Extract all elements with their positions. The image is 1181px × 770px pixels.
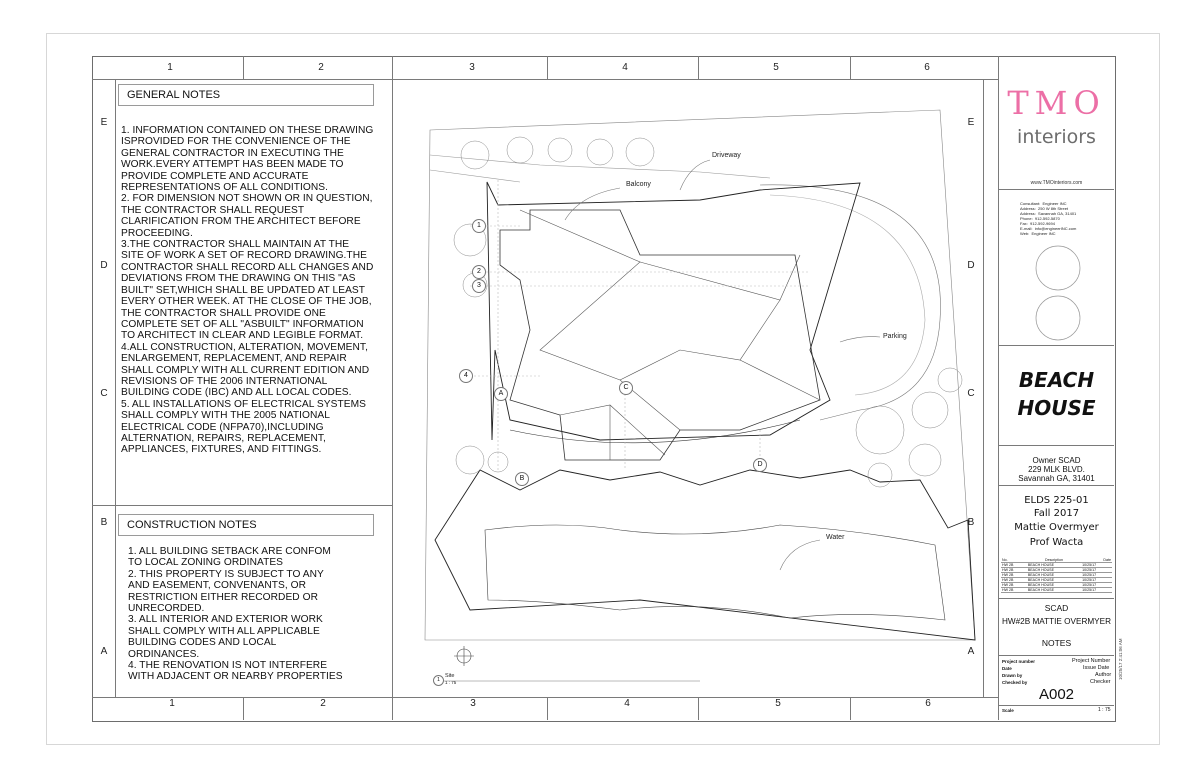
grid-column-label: 4 [622, 62, 628, 73]
grid-row-label: B [967, 517, 975, 528]
owner-line2: 229 MLK BLVD. [1028, 465, 1085, 474]
revision-no: HW 2B [1001, 583, 1027, 588]
grid-column-label: 3 [469, 62, 475, 73]
driveway-label: Driveway [712, 152, 741, 159]
grid-column-label: 6 [925, 698, 931, 709]
sheet-title: NOTES [1041, 638, 1072, 648]
roof-outline [500, 210, 820, 460]
course-line1: ELDS 225-01 [1024, 495, 1089, 506]
revision-description: BEACH HOUSE [1027, 583, 1081, 588]
trees [454, 137, 962, 487]
grid-tick [698, 697, 699, 720]
grid-row-label: D [100, 260, 108, 271]
revision-no: HW 2B [1001, 568, 1027, 573]
water-label: Water [826, 534, 845, 541]
grid-bottom-line [92, 697, 998, 698]
consultant-label: Consultant: [1020, 201, 1041, 206]
revision-date: 10/25/17 [1081, 583, 1112, 588]
revision-description: BEACH HOUSE [1027, 588, 1081, 593]
project-title-line2: HOUSE [1017, 396, 1096, 420]
grid-column-label: 1 [167, 62, 173, 73]
owner-line3: Savannah GA, 31401 [1018, 474, 1095, 483]
shoreline [435, 470, 975, 640]
scale-value: 1 : 75 [1098, 707, 1111, 713]
view-scale: 1 : 75 [445, 680, 457, 685]
field-label: Drawn by [1002, 673, 1023, 678]
print-date: 10/25/17 2:41:06 AM [1118, 638, 1123, 680]
revision-description: BEACH HOUSE [1027, 563, 1081, 568]
revision-no: HW 2B [1001, 578, 1027, 583]
view-name: Site [445, 673, 455, 679]
parking-label: Parking [883, 333, 907, 340]
owner-line1: Owner SCAD [1032, 456, 1081, 465]
grid-tick [547, 697, 548, 720]
revision-header-description: Description [1027, 558, 1081, 563]
revision-date: 10/25/17 [1081, 588, 1112, 593]
notes-split-line [92, 505, 392, 506]
revision-table [1001, 558, 1112, 593]
grid-row-label: B [100, 517, 108, 528]
grid-bubble: 1 [472, 219, 486, 233]
grid-column-label: 4 [624, 698, 630, 709]
brand-logo: TMO [1007, 84, 1106, 122]
revision-date: 10/25/17 [1081, 573, 1112, 578]
general-notes-body: 1. INFORMATION CONTAINED ON THESE DRAWING ISPROVIDED FOR THE CONVENIENCE OF THE GENERAL CONTRACTOR IN EXECUTING THE WORK.EVERY ATTEMPT HAS BEEN MADE TO PROVIDE COMPLETE AND ACCURATE REPRESENTATIONS OF ALL CONDITIONS. 2. FOR DIMENSION NOT SHOWN OR IN QUESTION, THE CONTRACTOR SHALL REQUEST CLARIFICATION FROM THE ARCHITECT BEFORE PROCEEDING. 3.THE CONTRACTOR SHALL MAINTAIN AT THE SITE OF WORK A SET OF RECORD DRAWING.THE CONTRACTOR SHALL RECORD ALL CHANGES AND DEVIATIONS FROM THE DRAWING ON THIS "AS BUILT" SET,WHICH SHALL BE UPDATED AT LEAST EVERY OTHER WEEK. AT THE CLOSE OF THE JOB, THE CONTRACTOR SHALL PROVIDE ONE COMPLETE SET OF ALL "ASBUILT" INFORMATION TO ARCHITECT IN CLEAR AND LEGIBLE FORMAT. 4.ALL CONSTRUCTION, ALTERATION, MOVEMENT, ENLARGEMENT, REPLACEMENT, AND REPAIR SHALL COMPLY WITH ALL CURRENT EDITION AND REVISIONS OF THE 2006 INTERNATIONAL BUILDING CODE (IBC) AND ALL LOCAL CODES. 5. ALL INSTALLATIONS OF ELECTRICAL SYSTEMS SHALL COMPLY WITH THE 2005 NATIONAL ELECTRICAL CODE (NFPA70),INCLUDING ALTERNATION, REPAIRS, REPLACEMENT, APPLIANCES, FIXTURES, AND FITTINGS. [121, 125, 374, 456]
grid-bubble: D [753, 458, 767, 472]
property-boundary [425, 110, 975, 640]
revision-date: 10/25/17 [1081, 563, 1112, 568]
grid-tick [698, 56, 699, 79]
construction-notes-title: CONSTRUCTION NOTES [118, 514, 374, 536]
stamp-circles [1030, 243, 1086, 343]
grid-row-label: D [967, 260, 975, 271]
consultant-value: 250 W 8th Street [1038, 206, 1069, 211]
assignment-name: HW#2B MATTIE OVERMYER [1001, 617, 1112, 626]
grid-bubble: A [494, 387, 508, 401]
site-plan [393, 80, 983, 696]
general-notes-title: GENERAL NOTES [118, 84, 374, 106]
consultant-value: 912-592-5870 [1034, 216, 1060, 221]
compass-marker [454, 646, 474, 666]
consultant-value: Savannah GA, 31401 [1038, 211, 1077, 216]
revision-no: HW 2B [1001, 588, 1027, 593]
brand-cell [999, 56, 1114, 190]
consultant-value: 912-592-9694 [1030, 221, 1055, 226]
grid-column-label: 5 [773, 62, 779, 73]
grid-tick [850, 56, 851, 79]
revision-header-date: Date [1081, 558, 1112, 563]
brand-subtitle: interiors [1017, 126, 1096, 148]
revision-description: BEACH HOUSE [1027, 573, 1081, 578]
water-body [485, 525, 945, 620]
grid-tick [850, 697, 851, 720]
consultant-value: Engineer INC [1031, 231, 1056, 236]
grid-column-label: 2 [318, 62, 324, 73]
grid-tick [547, 56, 548, 79]
consultant-label: Address: [1020, 206, 1036, 211]
grid-bubble: 3 [472, 279, 486, 293]
consultant-value: info@engineerINC.com [1034, 226, 1077, 231]
grid-column-label: 1 [169, 698, 175, 709]
revision-description: BEACH HOUSE [1027, 568, 1081, 573]
grid-row-label: C [100, 388, 108, 399]
revision-no: HW 2B [1001, 573, 1027, 578]
consultant-label: E-mail: [1020, 226, 1033, 231]
field-label: Date [1002, 666, 1012, 671]
consultant-value: Engineer INC [1042, 201, 1067, 206]
grid-column-label: 6 [924, 62, 930, 73]
grid-row-label: A [100, 646, 108, 657]
field-label: Checked by [1002, 680, 1028, 685]
view-number-bubble: 1 [433, 675, 444, 686]
grid-row-label: E [967, 117, 975, 128]
field-value: Project Number [1072, 658, 1111, 664]
grid-left-line [115, 79, 116, 697]
building-footprint-outline [487, 182, 860, 440]
field-value: Author [1095, 672, 1112, 678]
grid-row-label: E [100, 117, 108, 128]
revision-row [1001, 588, 1112, 593]
course-line2: Fall 2017 [1033, 508, 1080, 519]
course-line4: Prof Wacta [1029, 537, 1084, 548]
grid-column-label: 2 [320, 698, 326, 709]
grid-row-label: A [967, 646, 975, 657]
sheet-number: A002 [1038, 686, 1075, 703]
project-title-line1: BEACH [1018, 368, 1095, 392]
revision-no: HW 2B [1001, 563, 1027, 568]
consultant-label: Address: [1020, 211, 1036, 216]
grid-tick [243, 56, 244, 79]
grid-bubble: 4 [459, 369, 473, 383]
revision-header-no: No. [1001, 558, 1027, 563]
grid-bubble: C [619, 381, 633, 395]
consultant-label: Web: [1020, 231, 1030, 236]
field-label: Project number [1002, 659, 1036, 664]
driveway-curve [760, 185, 941, 420]
grid-column-label: 5 [775, 698, 781, 709]
grid-row-label: C [967, 388, 975, 399]
school-name: SCAD [1044, 603, 1069, 613]
balcony-label: Balcony [626, 181, 651, 188]
scale-label: Scale [1002, 708, 1014, 713]
title-divider [999, 598, 1114, 599]
consultant-label: Fax: [1020, 221, 1028, 226]
revision-description: BEACH HOUSE [1027, 578, 1081, 583]
field-value: Checker [1090, 679, 1111, 685]
course-line3: Mattie Overmyer [1014, 522, 1099, 533]
field-value: Issue Date [1083, 665, 1110, 671]
grid-tick [243, 697, 244, 720]
title-divider [999, 655, 1114, 656]
consultant-label: Phone: [1020, 216, 1033, 221]
grid-right-line [983, 79, 984, 697]
grid-column-label: 3 [470, 698, 476, 709]
grid-bubble: 2 [472, 265, 486, 279]
website: www.TMOinteriors.com [1030, 180, 1083, 186]
revision-date: 10/25/17 [1081, 568, 1112, 573]
revision-date: 10/25/17 [1081, 578, 1112, 583]
title-divider [999, 705, 1114, 706]
grid-bubble: B [515, 472, 529, 486]
construction-notes-body: 1. ALL BUILDING SETBACK ARE CONFOM TO LOCAL ZONING ORDINATES 2. THIS PROPERTY IS SUBJECT TO ANY AND EASEMENT, CONVENANTS, OR RESTRICTION EITHER RECORDED OR UNRECORDED. 3. ALL INTERIOR AND EXTERIOR WORK SHALL COMPLY WITH ALL APPLICABLE BUILDING CODES AND LOCAL ORDINANCES. 4. THE RENOVATION IS NOT INTERFERE WITH ADJACENT OR NEARBY PROPERTIES [128, 546, 343, 683]
